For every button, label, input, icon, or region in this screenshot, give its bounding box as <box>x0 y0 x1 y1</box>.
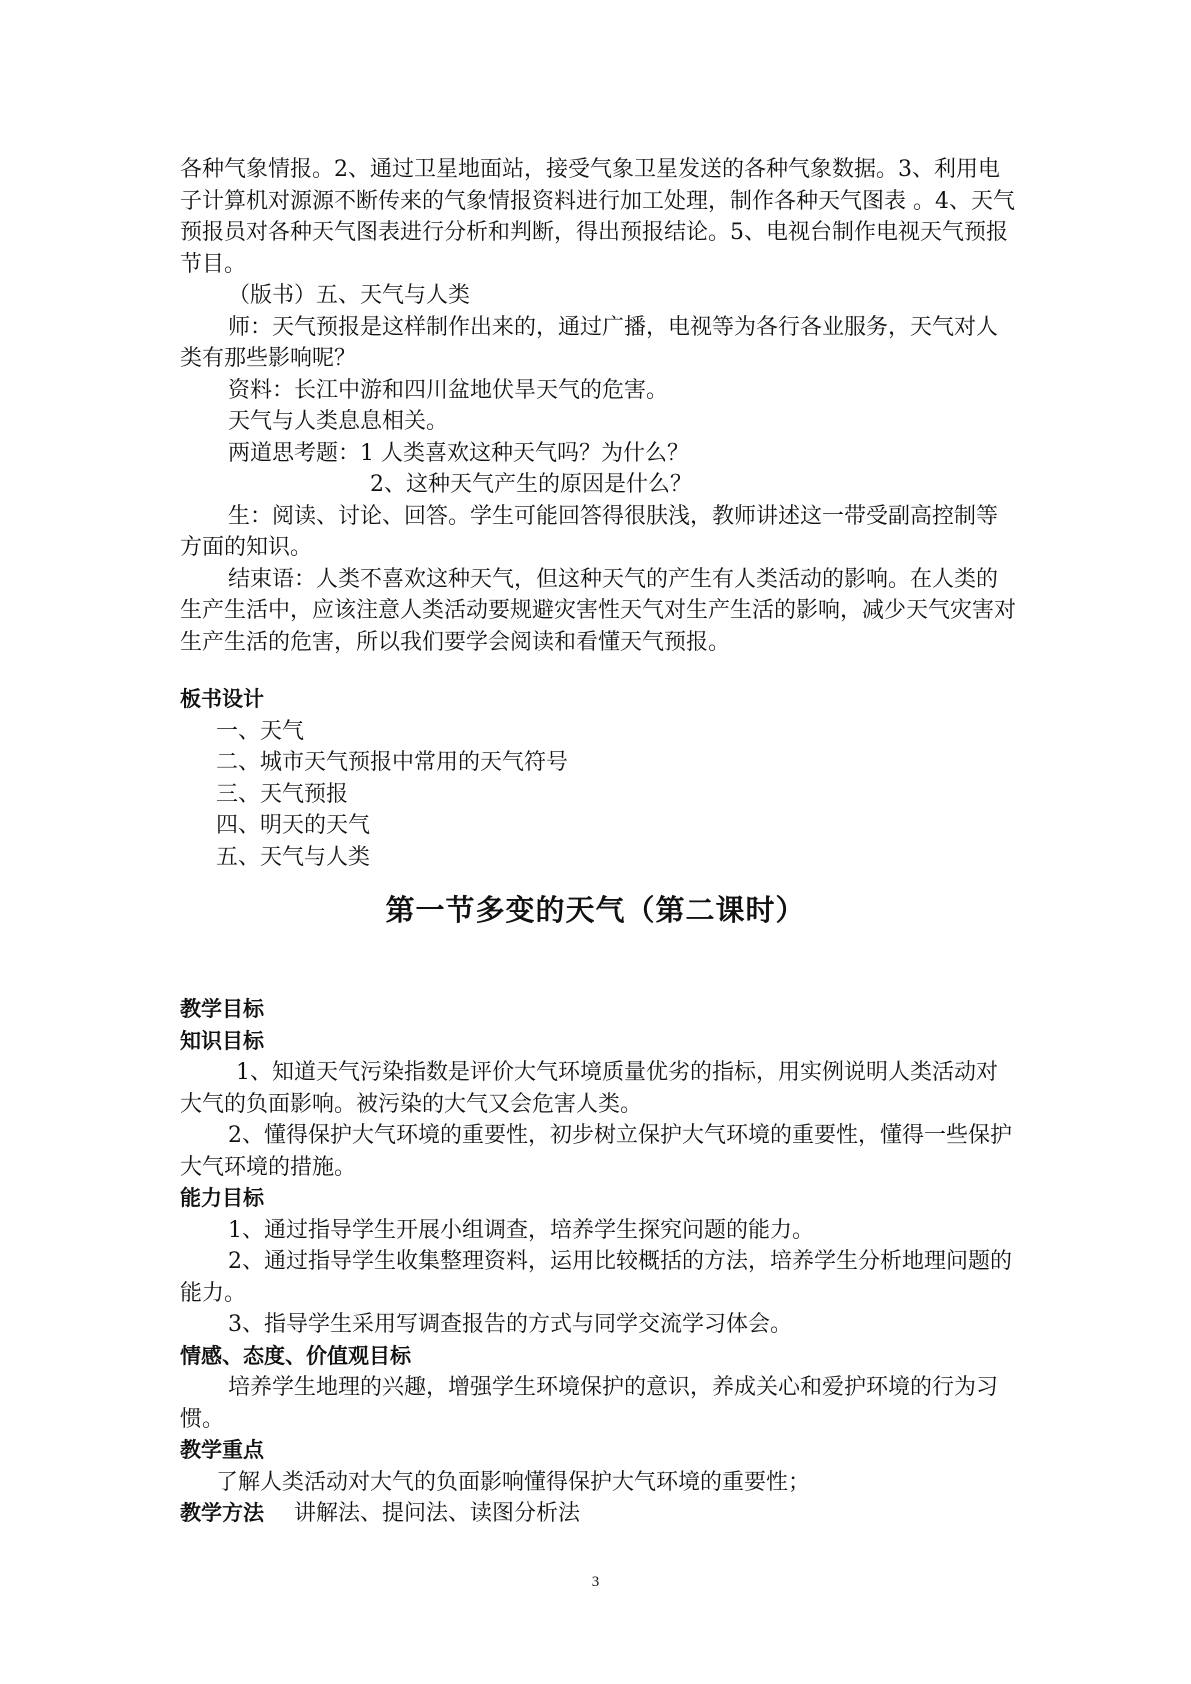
paragraph: 2、懂得保护大气环境的重要性，初步树立保护大气环境的重要性，懂得一些保护大气环境的措施。 <box>180 1123 1012 1180</box>
paragraph: 生：阅读、讨论、回答。学生可能回答得很肤浅，教师讲述这一带受副高控制等方面的知识。 <box>180 503 999 560</box>
board-design-list <box>180 716 1016 874</box>
list-item: 四、明天的天气 <box>216 813 371 838</box>
paragraph: 1、通过指导学生开展小组调查，培养学生探究问题的能力。 <box>228 1217 814 1243</box>
body-text <box>180 154 1016 873</box>
paragraph: 天气与人类息息相关。 <box>228 409 449 434</box>
list-item: 二、城市天气预报中常用的天气符号 <box>216 750 569 775</box>
paragraph: 2、通过指导学生收集整理资料，运用比较概括的方法，培养学生分析地理问题的能力。 <box>180 1249 1012 1306</box>
paragraph: 资料：长江中游和四川盆地伏旱天气的危害。 <box>228 377 669 403</box>
method-heading: 教学方法 <box>180 1501 264 1525</box>
section-title: 第一节多变的天气（第二课时） <box>385 893 806 927</box>
list-item: 五、天气与人类 <box>216 844 371 870</box>
lesson-plan <box>180 994 1016 1530</box>
paragraph: 1、知道天气污染指数是评价大气环境质量优劣的指标，用实例说明人类活动对大气的负面影响。被污染的大气又会危害人类。 <box>180 1060 998 1117</box>
goals-heading: 教学目标 <box>180 997 264 1021</box>
paragraph: 各种气象情报。2、通过卫星地面站，接受气象卫星发送的各种气象数据。3、利用电子计算机对源源不断传来的气象情报资料进行加工处理，制作各种天气图表 。4、天气预报员对各种天气图表进行分析和判断，得出预报结论。5、电视台制作电视天气预报节目。 <box>180 157 1015 277</box>
paragraph: 结束语：人类不喜欢这种天气，但这种天气的产生有人类活动的影响。在人类的生产生活中，应该注意人类活动要规避灾害性天气对生产生活的影响，减少天气灾害对生产生活的危害，所以我们要学会阅读和看懂天气预报。 <box>180 566 1017 655</box>
ability-heading: 能力目标 <box>180 1186 264 1210</box>
paragraph: 培养学生地理的兴趣，增强学生环境保护的意识，养成关心和爱护环境的行为习惯。 <box>180 1375 999 1432</box>
paragraph: 师：天气预报是这样制作出来的，通过广播，电视等为各行各业服务，天气对人类有那些影响呢？ <box>180 314 999 371</box>
knowledge-heading: 知识目标 <box>180 1028 264 1053</box>
list-item: 一、天气 <box>216 718 305 744</box>
paragraph: 两道思考题：1 人类喜欢这种天气吗？为什么？ <box>228 440 689 466</box>
board-design-heading: 板书设计 <box>180 687 264 711</box>
paragraph: （版书）五、天气与人类 <box>228 283 471 308</box>
page-number: 3 <box>591 1574 600 1590</box>
paragraph: 2、这种天气产生的原因是什么？ <box>370 472 692 497</box>
list-item: 三、天气预报 <box>216 781 349 807</box>
key-points-heading: 教学重点 <box>180 1438 264 1462</box>
paragraph: 了解人类活动对大气的负面影响懂得保护大气环境的重要性； <box>216 1469 811 1495</box>
method-value: 讲解法、提问法、读图分析法 <box>294 1501 581 1526</box>
spacer <box>180 658 1016 684</box>
method-row <box>180 1498 1016 1530</box>
emotion-heading: 情感、态度、价值观目标 <box>180 1343 411 1368</box>
paragraph: 3、指导学生采用写调查报告的方式与同学交流学习体会。 <box>228 1312 792 1337</box>
